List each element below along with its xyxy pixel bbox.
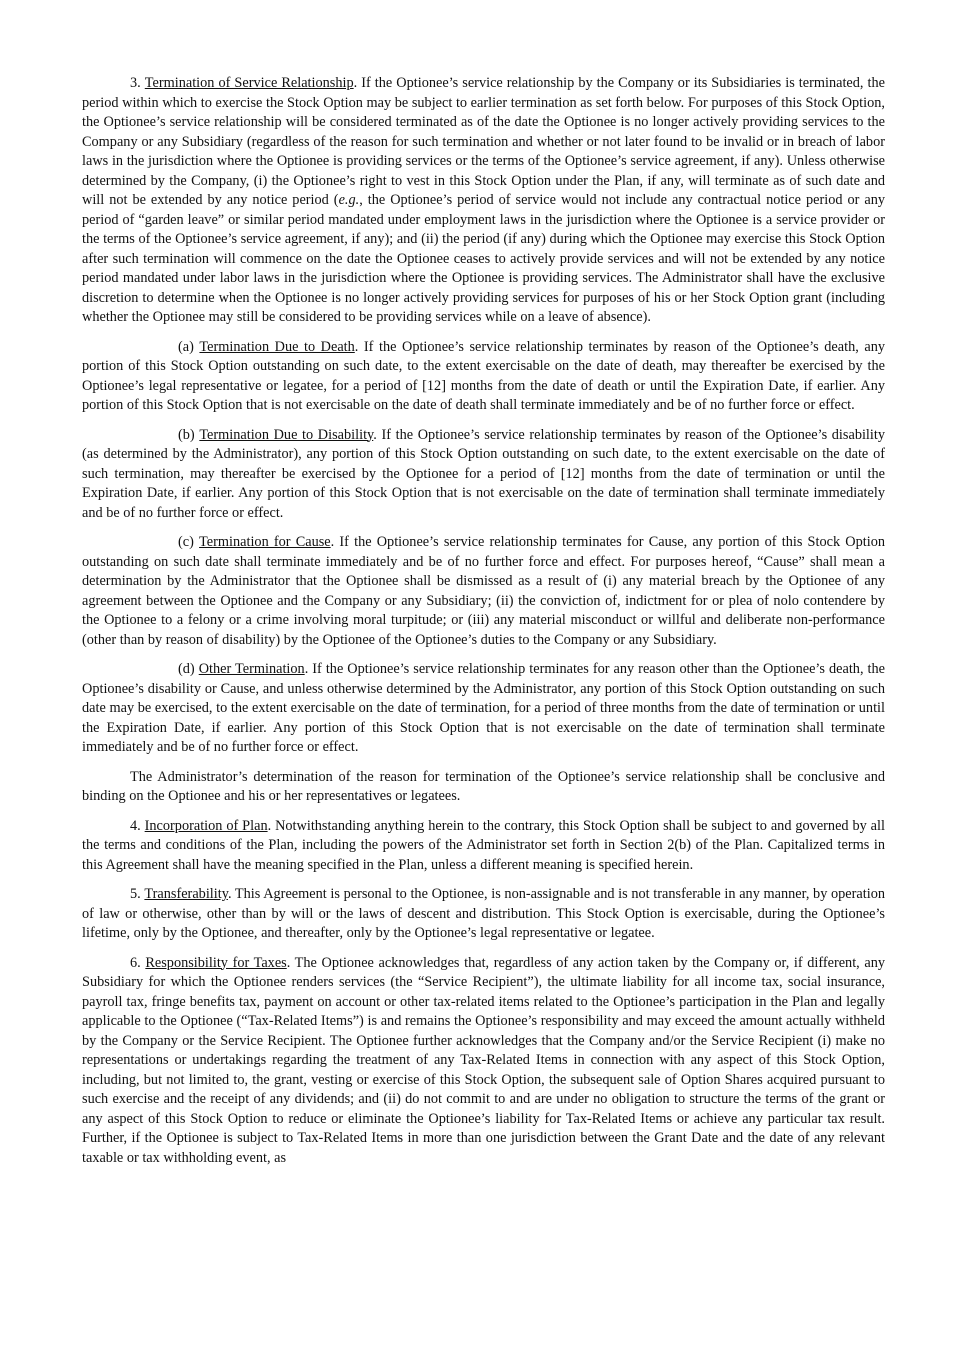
subsection-body: . If the Optionee’s service relationship terminates by reason of the Optionee’s death, any portion of this Stock Option outstanding on such date, to the extent exercisable on the date of death, may thereafter be exercised by the Optionee’s legal representative or legatee, for a period of [12] months from the date of death or until the Expiration Date, if earlier. Any portion of this Stock Option that is not exercisable on the date of death shall terminate immediately and be of no further force or effect. (82, 338, 885, 413)
section-4-paragraph (82, 817, 885, 876)
subsection-title: Other Termination (198, 661, 305, 677)
section-6-paragraph (82, 954, 885, 1169)
section-title: Transferability (144, 886, 228, 902)
subsection-body: . If the Optionee’s service relationship terminates for Cause, any portion of this Stock Option outstanding on such date shall terminate immediately and be of no further force and effect. For purposes hereof, “Cause” shall mean a determination by the Administrator that the Optionee shall be dismissed as a result of (i) any material breach by the Optionee of any agreement between the Optionee and the Company or any Subsidiary; (ii) the conviction of, indictment for or plea of nolo contendere by the Optionee to a felony or a crime involving moral turpitude; or (iii) any material misconduct or willful and deliberate non-performance (other than by reason of disability) by the Optionee of the Optionee’s duties to the Company or any Subsidiary. (82, 534, 886, 648)
section-3-paragraph (82, 74, 885, 328)
subsection-title: Termination Due to Disability (199, 426, 374, 443)
subsection-label: (b) (178, 426, 195, 443)
subsection-body: . If the Optionee’s service relationship terminates for any reason other than the Optionee’s death, the Optionee’s disability or Cause, and unless otherwise determined by the Administrator, any portion of this Stock Option outstanding on such date may be exercised, to the extent exercisable on the date of termination, for a period of three months from the date of termination or until the Expiration Date, if earlier. Any portion of this Stock Option that is not exercisable on the date of termination shall terminate immediately and be of no further force or effect. (82, 661, 886, 755)
document-page (82, 74, 885, 1178)
subsection-label: (a) (178, 338, 194, 355)
section-body: . This Agreement is personal to the Optionee, is non-assignable and is not transferable in any manner, by operation of law or otherwise, other than by will or the laws of descent and distribution. This Stock Option is exercisable, during the Optionee’s lifetime, only by the Optionee, and thereafter, only by the Optionee’s legal representative or legatee. (82, 886, 886, 941)
section-body: . Notwithstanding anything herein to the contrary, this Stock Option shall be subject to and governed by all the terms and conditions of the Plan, including the powers of the Administrator set forth in Section 2(b) of the Plan. Capitalized terms in this Agreement shall have the meaning specified in the Plan, unless a different meaning is specified herein. (82, 817, 885, 873)
section-number: 6. (130, 954, 141, 971)
section-number: 5. (130, 886, 141, 902)
section-3a-paragraph (82, 338, 885, 416)
subsection-title: Termination Due to Death (199, 338, 355, 355)
section-3-closing-paragraph (82, 768, 885, 807)
section-3c-paragraph (82, 533, 885, 650)
section-number: 4. (130, 817, 141, 834)
section-title: Termination of Service Relationship (144, 75, 354, 91)
section-body: , the Optionee’s period of service would not include any contractual notice period or any period of “garden leave” or similar period mandated under employment laws in the jurisdiction where the Optionee is a service provider or the terms of the Optionee’s service agreement, if any); and (ii) the period (if any) during which the Optionee may exercise this Stock Option after such termination will commence on the date the Optionee ceases to actively provide services and will not be extended by any notice period mandated under labor laws in the jurisdiction where the Optionee is providing services. The Administrator shall have the exclusive discretion to determine when the Optionee is no longer actively providing services for purposes of his or her Stock Option grant (including whether the Optionee may still be considered to be providing services while on a leave of absence). (82, 192, 886, 325)
section-title: Responsibility for Taxes (145, 954, 287, 971)
section-title: Incorporation of Plan (144, 817, 268, 834)
section-3b-paragraph (82, 426, 885, 524)
section-3d-paragraph (82, 660, 885, 758)
subsection-label: (d) (178, 661, 195, 677)
section-body: . The Optionee acknowledges that, regardless of any action taken by the Company or, if different, any Subsidiary for which the Optionee renders services (the “Service Recipient”), the ultimate liability for all income tax, social insurance, payroll tax, fringe benefits tax, payment on account or other tax-related items related to the Optionee’s participation in the Plan and legally applicable to the Optionee (“Tax-Related Items”) is and remains the Optionee’s responsibility and may exceed the amount actually withheld by the Company or the Service Recipient. The Optionee further acknowledges that the Company and/or the Service Recipient (i) make no representations or undertakings regarding the treatment of any Tax-Related Items in connection with any aspect of this Stock Option, including, but not limited to, the grant, vesting or exercise of this Stock Option, the subsequent sale of Option Shares acquired pursuant to such exercise and the receipt of any dividends; and (ii) do not commit to and are under no obligation to structure the terms of the grant or any aspect of this Stock Option to reduce or eliminate the Optionee’s liability for Tax-Related Items or achieve any particular tax result. Further, if the Optionee is subject to Tax-Related Items in more than one jurisdiction between the Grant Date and the date of any relevant taxable or tax withholding event, as (82, 954, 885, 1166)
section-body-italic: e.g. (338, 192, 360, 208)
paragraph-body: The Administrator’s determination of the reason for termination of the Optionee’s service relationship shall be conclusive and binding on the Optionee and his or her representatives or legatees. (82, 768, 885, 804)
section-number: 3. (130, 75, 141, 91)
section-5-paragraph (82, 885, 885, 944)
subsection-label: (c) (178, 534, 194, 550)
subsection-title: Termination for Cause (199, 534, 331, 550)
section-body: . If the Optionee’s service relationship by the Company or its Subsidiaries is terminated, the period within which to exercise the Stock Option may be subject to earlier termination as set forth below. For purposes of this Stock Option, the Optionee’s service relationship will be considered terminated as of the date the Optionee is no longer actively providing services to the Company or any Subsidiary (regardless of the reason for such termination and whether or not later found to be invalid or in breach of labor laws in the jurisdiction where the Optionee is providing services or the terms of the Optionee’s service agreement, if any). Unless otherwise determined by the Company, (i) the Optionee’s right to vest in this Stock Option under the Plan, if any, will terminate as of such date and will not be extended by any notice period ( (82, 75, 886, 208)
subsection-body: . If the Optionee’s service relationship terminates by reason of the Optionee’s disability (as determined by the Administrator), any portion of this Stock Option outstanding on such date, to the extent exercisable on the date of such termination, may thereafter be exercised by the Optionee for a period of [12] months from the date of termination or until the Expiration Date, if earlier. Any portion of this Stock Option that is not exercisable on the date of termination shall terminate immediately and be of no further force or effect. (82, 426, 886, 521)
